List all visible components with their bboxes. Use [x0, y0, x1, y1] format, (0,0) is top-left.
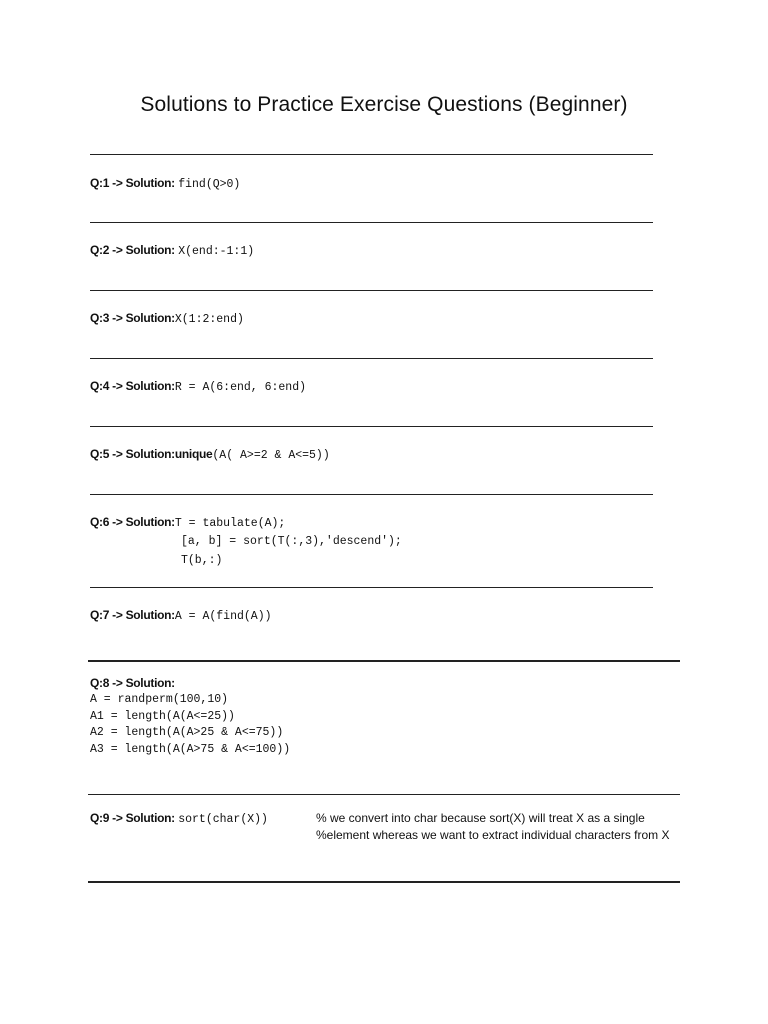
- divider: [90, 426, 653, 427]
- solution-code: R = A(6:end, 6:end): [174, 381, 306, 394]
- solution-code-line-4: A3 = length(A(A>75 & A<=100)): [90, 743, 291, 756]
- solution-code-line-3: T(b,:): [181, 554, 223, 567]
- divider: [88, 660, 680, 662]
- solution-code: sort(char(X)): [178, 813, 268, 826]
- question-4: [90, 378, 306, 396]
- question-7: [90, 607, 272, 625]
- question-5: [90, 446, 330, 464]
- solution-code-line-1: A = randperm(100,10): [90, 693, 229, 706]
- solution-code-line-2: A1 = length(A(A<=25)): [90, 710, 235, 723]
- divider: [90, 290, 653, 291]
- divider: [90, 494, 653, 495]
- solution-code: X(end:-1:1): [178, 245, 255, 258]
- question-label: Q:8 -> Solution:: [90, 676, 175, 690]
- question-8: [90, 675, 175, 692]
- question-1: [90, 175, 240, 193]
- question-3: [90, 310, 244, 328]
- question-label: Q:5 -> Solution:: [90, 447, 175, 461]
- solution-code-line-3: A2 = length(A(A>25 & A<=75)): [90, 726, 284, 739]
- divider: [90, 154, 653, 155]
- solution-comment: % we convert into char because sort(X) will treat X as a single %element whereas we want to extract individual characters from X: [316, 811, 670, 842]
- solution-code: find(Q>0): [178, 178, 241, 191]
- question-label: Q:9 -> Solution:: [90, 811, 175, 825]
- question-2: [90, 242, 254, 260]
- question-9: [90, 810, 268, 828]
- page-title: Solutions to Practice Exercise Questions (Beginner): [140, 93, 628, 116]
- solution-code-line-2: [a, b] = sort(T(:,3),'descend');: [181, 535, 402, 548]
- question-label: Q:2 -> Solution:: [90, 243, 175, 257]
- divider: [90, 358, 653, 359]
- question-6: [90, 514, 285, 532]
- solution-code: (A( A>=2 & A<=5)): [212, 449, 330, 462]
- divider: [88, 881, 680, 883]
- solution-code: T = tabulate(A);: [174, 517, 286, 530]
- solution-function: unique: [174, 447, 213, 461]
- divider: [90, 587, 653, 588]
- solution-code: A = A(find(A)): [174, 610, 272, 623]
- divider: [90, 222, 653, 223]
- question-label: Q:1 -> Solution:: [90, 176, 175, 190]
- question-label: Q:6 -> Solution:: [90, 515, 175, 529]
- divider: [88, 794, 680, 795]
- question-label: Q:3 -> Solution:: [90, 311, 175, 325]
- question-label: Q:7 -> Solution:: [90, 608, 175, 622]
- solution-code: X(1:2:end): [174, 313, 244, 326]
- question-label: Q:4 -> Solution:: [90, 379, 175, 393]
